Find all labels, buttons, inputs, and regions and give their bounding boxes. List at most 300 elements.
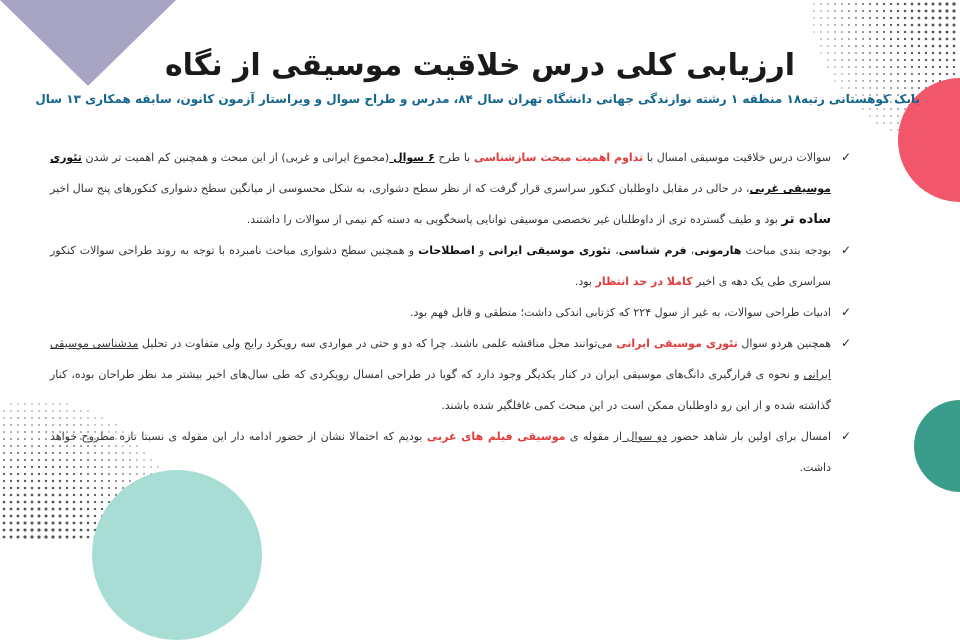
text: ، در حالی در مقابل داوطلبان کنکور سراسری قرار گرفت که از نظر سطح دشواری، به شکل محسوسی از میانگین سطح دشواری کنکورهای پنج سال اخیر (50, 182, 750, 195)
decorative-dot (918, 10, 921, 13)
emphasis: اصطلاحات (418, 244, 475, 257)
decorative-dot (897, 24, 899, 26)
decorative-dot (904, 38, 906, 40)
decorative-dot (80, 529, 83, 532)
decorative-dot (87, 529, 90, 532)
decorative-dot (17, 494, 20, 497)
decorative-dot (820, 38, 821, 39)
checkmark-icon: ✓ (840, 336, 851, 350)
decorative-dot (952, 9, 955, 12)
decorative-dot (10, 452, 12, 454)
highlight: موسیقی فیلم های غربی (426, 430, 566, 443)
decorative-dot (3, 410, 4, 411)
decorative-dot (10, 480, 12, 482)
decorative-dot (945, 9, 948, 12)
decorative-dot (904, 10, 907, 13)
decorative-dot (890, 129, 891, 130)
decorative-dot (953, 45, 956, 48)
decorative-dot (23, 535, 26, 538)
decorative-dot (17, 522, 20, 525)
decorative-dot (3, 445, 5, 447)
decorative-dot (66, 515, 69, 518)
decorative-dot (911, 31, 914, 34)
decorative-dot (862, 108, 863, 109)
decorative-dot (848, 10, 850, 12)
decorative-dot (38, 424, 40, 426)
decorative-dot (10, 466, 12, 468)
decorative-dot (10, 501, 13, 504)
decorative-dot (38, 417, 39, 418)
decorative-dot (918, 87, 920, 89)
decorative-dot (834, 31, 835, 32)
decorative-dot (3, 536, 6, 539)
decorative-dot (834, 38, 835, 39)
decorative-dot (932, 10, 935, 13)
decorative-dot (10, 459, 12, 461)
decorative-dot (876, 122, 877, 123)
decorative-dot (946, 45, 949, 48)
emphasis: تئوری موسیقی ایرانی (488, 244, 611, 257)
decorative-dot (848, 87, 849, 88)
decorative-dot (952, 23, 955, 26)
decorative-dot (904, 31, 906, 33)
text: با طرح (434, 151, 474, 164)
decorative-dot (897, 115, 898, 116)
decorative-dot (890, 122, 891, 123)
decorative-dot (38, 466, 40, 468)
decorative-dot (827, 45, 828, 46)
decorative-dot (31, 417, 32, 418)
decorative-dot (3, 417, 4, 418)
decorative-dot (890, 38, 892, 40)
decorative-dot (945, 16, 948, 19)
decorative-dot (52, 487, 55, 490)
decorative-dot (813, 17, 814, 18)
decorative-dot (44, 535, 47, 538)
decorative-dot (45, 424, 47, 426)
decorative-dot (848, 17, 850, 19)
decorative-dot (946, 24, 949, 27)
underlined-text: دو سوال (622, 430, 668, 443)
decorative-dot (945, 2, 948, 5)
decorative-dot (108, 494, 110, 496)
decorative-dot (813, 31, 814, 32)
decorative-dot (862, 24, 864, 26)
decorative-dot (17, 431, 19, 433)
decorative-dot (38, 403, 39, 404)
text: امسال برای اولین بار شاهد حضور (667, 430, 831, 443)
decorative-dot (45, 438, 47, 440)
decorative-dot (31, 403, 32, 404)
decorative-dot (101, 508, 103, 510)
bullet-item (50, 142, 851, 235)
checkmark-icon: ✓ (840, 243, 851, 257)
decorative-dot (31, 487, 34, 490)
decorative-dot (890, 3, 892, 5)
decorative-dot (848, 24, 850, 26)
decorative-dot (59, 494, 62, 497)
bullet-item (50, 235, 851, 297)
text: ، (611, 244, 619, 257)
decorative-dot (16, 528, 19, 531)
decorative-dot (883, 10, 885, 12)
decorative-dot (38, 445, 40, 447)
decorative-dot (911, 38, 913, 40)
checkmark-icon: ✓ (840, 150, 851, 164)
decorative-dot (10, 536, 13, 539)
decorative-dot (87, 522, 90, 525)
decorative-dot (45, 452, 47, 454)
decorative-dot (841, 10, 843, 12)
decorative-dot (108, 487, 110, 489)
decorative-dot (59, 515, 62, 518)
decorative-dot (45, 494, 48, 497)
decorative-dot (87, 494, 89, 496)
decorative-dot (890, 17, 892, 19)
decorative-dot (939, 45, 942, 48)
decorative-dot (813, 24, 814, 25)
decorative-dot (44, 528, 47, 531)
decorative-dot (10, 487, 12, 489)
emphasis: ساده تر (781, 212, 831, 227)
decorative-dot (911, 10, 914, 13)
bullet-item (50, 328, 851, 421)
decorative-dot (51, 521, 54, 524)
decorative-dot (827, 24, 828, 25)
decorative-dot (869, 87, 870, 88)
decorative-dot (58, 528, 61, 531)
decorative-dot (80, 487, 82, 489)
decorative-dot (31, 431, 33, 433)
decorative-dot (862, 3, 864, 5)
decorative-dot (918, 3, 921, 6)
decorative-dot (31, 438, 33, 440)
decorative-dot (10, 522, 13, 525)
decorative-dot (52, 501, 55, 504)
decorative-dot (45, 501, 48, 504)
decorative-dot (834, 10, 835, 11)
decorative-dot (24, 466, 26, 468)
decorative-dot (31, 424, 33, 426)
decorative-dot (911, 3, 914, 6)
decorative-dot (938, 2, 941, 5)
text: همچنین هردو سوال (737, 337, 831, 350)
decorative-dot (38, 452, 40, 454)
decorative-dot (904, 24, 906, 26)
decorative-dot (883, 31, 885, 33)
decorative-dot (52, 508, 55, 511)
checkmark-icon: ✓ (840, 305, 851, 319)
underlined-text: مدشناسی موسیقی ایرانی (50, 337, 831, 381)
decorative-dot (24, 501, 27, 504)
decorative-dot (24, 417, 25, 418)
decorative-dot (115, 487, 117, 489)
decorative-dot (3, 522, 6, 525)
decorative-dot (855, 38, 857, 40)
decorative-dot (31, 459, 33, 461)
decorative-dot (37, 535, 40, 538)
emphasis: فرم شناسی (618, 244, 687, 257)
decorative-dot (10, 529, 13, 532)
decorative-dot (66, 494, 69, 497)
highlight: تئوری موسیقی ایرانی (616, 337, 738, 350)
decorative-dot (38, 459, 40, 461)
decorative-dot (855, 45, 857, 47)
text: و (474, 244, 489, 257)
decorative-dot (17, 452, 19, 454)
decorative-dot (94, 487, 96, 489)
decorative-dot (890, 108, 891, 109)
decorative-dot (848, 31, 850, 33)
decorative-dot (820, 17, 821, 18)
decorative-dot (24, 410, 25, 411)
decorative-dot (911, 45, 913, 47)
decorative-dot (66, 501, 69, 504)
decorative-dot (925, 10, 928, 13)
text: بودیم که احتمالا نشان از حضور ادامه دار این مقوله ی نسبتا تازه مطروح خواهد داشت. (50, 430, 831, 474)
decorative-dot (925, 38, 928, 41)
decorative-dot (855, 87, 856, 88)
decorative-dot (10, 410, 11, 411)
decorative-dot (31, 473, 33, 475)
decorative-dot (897, 38, 899, 40)
decorative-dot (820, 10, 821, 11)
decorative-dot (911, 24, 914, 27)
decorative-dot (862, 87, 863, 88)
decorative-dot (925, 3, 928, 6)
decorative-dot (3, 501, 6, 504)
decorative-dot (855, 24, 857, 26)
decorative-dot (17, 445, 19, 447)
slide-title: ارزیابی کلی درس خلاقیت موسیقی از نگاه (164, 48, 796, 84)
decorative-dot (10, 431, 12, 433)
decorative-dot (10, 508, 13, 511)
decorative-dot (3, 480, 5, 482)
decorative-dot (855, 17, 857, 19)
decorative-dot (24, 487, 27, 490)
decorative-dot (946, 31, 949, 34)
decorative-dot (3, 494, 5, 496)
decorative-dot (3, 459, 5, 461)
decorative-dot (862, 10, 864, 12)
decorative-dot (80, 536, 83, 539)
decorative-dot (3, 508, 6, 511)
bullet-list (50, 142, 851, 483)
decorative-dot (890, 31, 892, 33)
decorative-dot (3, 473, 5, 475)
decorative-dot (52, 494, 55, 497)
decorative-dot (897, 122, 898, 123)
decorative-dot (10, 473, 12, 475)
decorative-dot (45, 487, 48, 490)
decorative-dot (24, 445, 26, 447)
decorative-dot (31, 466, 33, 468)
decorative-dot (869, 115, 870, 116)
decorative-dot (66, 522, 69, 525)
decorative-dot (24, 508, 27, 511)
decorative-dot (58, 535, 61, 538)
decorative-dot (918, 24, 921, 27)
decorative-dot (24, 515, 27, 518)
decorative-dot (73, 494, 75, 496)
decorative-dot (30, 528, 33, 531)
decorative-dot (834, 45, 835, 46)
decorative-dot (876, 108, 877, 109)
decorative-dot (59, 487, 61, 489)
decorative-dot (897, 10, 899, 12)
decorative-dot (30, 535, 33, 538)
decorative-dot (841, 3, 843, 5)
decorative-dot (862, 17, 864, 19)
decorative-dot (890, 24, 892, 26)
highlight: تداوم اهمیت مبحث سازشناسی (473, 151, 644, 164)
decorative-dot (45, 515, 48, 518)
decorative-dot (73, 536, 76, 539)
decorative-dot (953, 31, 956, 34)
decorative-dot (80, 522, 83, 525)
decorative-dot (94, 515, 96, 517)
decorative-dot (925, 31, 928, 34)
decorative-dot (24, 459, 26, 461)
decorative-dot (932, 31, 935, 34)
decorative-dot (918, 17, 921, 20)
decorative-dot (855, 31, 857, 33)
bullet-item (50, 297, 851, 328)
author-subtitle: بابک کوهستانی رتبه۱۸ منطقه ۱ رشته نوازندگی جهانی دانشگاه تهران سال ۸۴، مدرس و طراح سوال و ویراستار آزمون کانون، سابقه همکاری ۱۳ سال (35, 92, 920, 106)
decorative-mint-circle (92, 470, 262, 640)
decorative-dot (38, 494, 41, 497)
decorative-dot (869, 17, 871, 19)
decorative-dot (869, 10, 871, 12)
decorative-dot (101, 494, 103, 496)
decorative-dot (38, 487, 41, 490)
decorative-dot (31, 515, 34, 518)
decorative-dot (80, 508, 83, 511)
decorative-dot (37, 521, 40, 524)
decorative-dot (841, 17, 843, 19)
underlined-emphasis: ۶ سوال (389, 151, 435, 164)
decorative-dot (869, 24, 871, 26)
decorative-dot (897, 45, 899, 47)
decorative-dot (80, 494, 82, 496)
text: بود و طیف گسترده تری از داوطلبان غیر تخصصی موسیقی توانایی پاسخگویی به دسته کم نیمی از سوالات را داشتند. (246, 213, 782, 226)
decorative-dot (883, 38, 885, 40)
decorative-dot (45, 410, 46, 411)
decorative-dot (827, 31, 828, 32)
decorative-dot (59, 501, 62, 504)
decorative-dot (820, 45, 821, 46)
decorative-dot (834, 3, 835, 4)
decorative-dot (841, 38, 842, 39)
decorative-dot (939, 24, 942, 27)
decorative-dot (869, 38, 871, 40)
decorative-dot (66, 536, 69, 539)
text: بودجه بندی مباحث (741, 244, 832, 257)
decorative-dot (932, 45, 935, 48)
decorative-dot (911, 17, 914, 20)
text: (مجموع ایرانی و غربی) از این مبحث و همچنین کم اهمیت تر شدن (81, 151, 390, 164)
decorative-dot (869, 31, 871, 33)
decorative-dot (24, 480, 26, 482)
decorative-dot (66, 529, 69, 532)
decorative-dot (883, 108, 884, 109)
decorative-dot (841, 87, 842, 88)
decorative-dot (45, 508, 48, 511)
decorative-dot (827, 38, 828, 39)
decorative-dot (946, 38, 949, 41)
decorative-dot (31, 410, 32, 411)
decorative-dot (87, 515, 90, 518)
decorative-dot (66, 487, 68, 489)
decorative-dot (827, 10, 828, 11)
decorative-dot (925, 45, 928, 48)
decorative-dot (94, 494, 96, 496)
decorative-dot (101, 487, 103, 489)
decorative-dot (848, 38, 850, 40)
text: ادبیات طراحی سوالات، به غیر از سول ۲۲۴ که کژتابی اندکی داشت؛ منطقی و قابل فهم بود. (410, 306, 831, 319)
decorative-dot (897, 17, 899, 19)
decorative-dot (10, 424, 11, 425)
decorative-dot (45, 459, 47, 461)
decorative-dot (17, 501, 20, 504)
decorative-dot (17, 459, 19, 461)
bullet-item (50, 421, 851, 483)
text: بود. (574, 275, 596, 288)
decorative-dot (94, 508, 96, 510)
decorative-dot (37, 514, 40, 517)
decorative-dot (17, 424, 18, 425)
decorative-dot (24, 438, 26, 440)
decorative-dot (17, 487, 19, 489)
decorative-dot (66, 508, 69, 511)
highlight: کاملا در حد انتظار (595, 275, 693, 288)
decorative-dot (883, 3, 885, 5)
decorative-dot (87, 501, 89, 503)
decorative-dot (17, 515, 20, 518)
decorative-dot (848, 3, 850, 5)
decorative-dot (938, 9, 941, 12)
decorative-dot (38, 473, 40, 475)
decorative-dot (45, 403, 46, 404)
decorative-dot (24, 452, 26, 454)
decorative-dot (10, 438, 12, 440)
decorative-dot (911, 87, 913, 89)
decorative-dot (952, 16, 955, 19)
text: از مقوله ی (565, 430, 623, 443)
underlined-emphasis: تئوری موسیقی غربی (50, 151, 831, 195)
decorative-dot (45, 431, 47, 433)
decorative-dot (3, 424, 4, 425)
decorative-dot (939, 17, 942, 20)
decorative-dot (897, 108, 898, 109)
decorative-dot (841, 45, 842, 46)
decorative-dot (897, 3, 899, 5)
decorative-dot (848, 45, 850, 47)
decorative-dot (876, 87, 878, 89)
decorative-dot (3, 452, 5, 454)
decorative-dot (3, 438, 5, 440)
decorative-dot (904, 87, 906, 89)
decorative-dot (904, 45, 906, 47)
decorative-dot (813, 3, 814, 4)
decorative-dot (45, 417, 46, 418)
decorative-dot (10, 403, 11, 404)
decorative-dot (820, 3, 821, 4)
decorative-dot (87, 508, 89, 510)
decorative-dot (876, 3, 878, 5)
decorative-dot (932, 3, 935, 6)
decorative-dot (10, 445, 12, 447)
